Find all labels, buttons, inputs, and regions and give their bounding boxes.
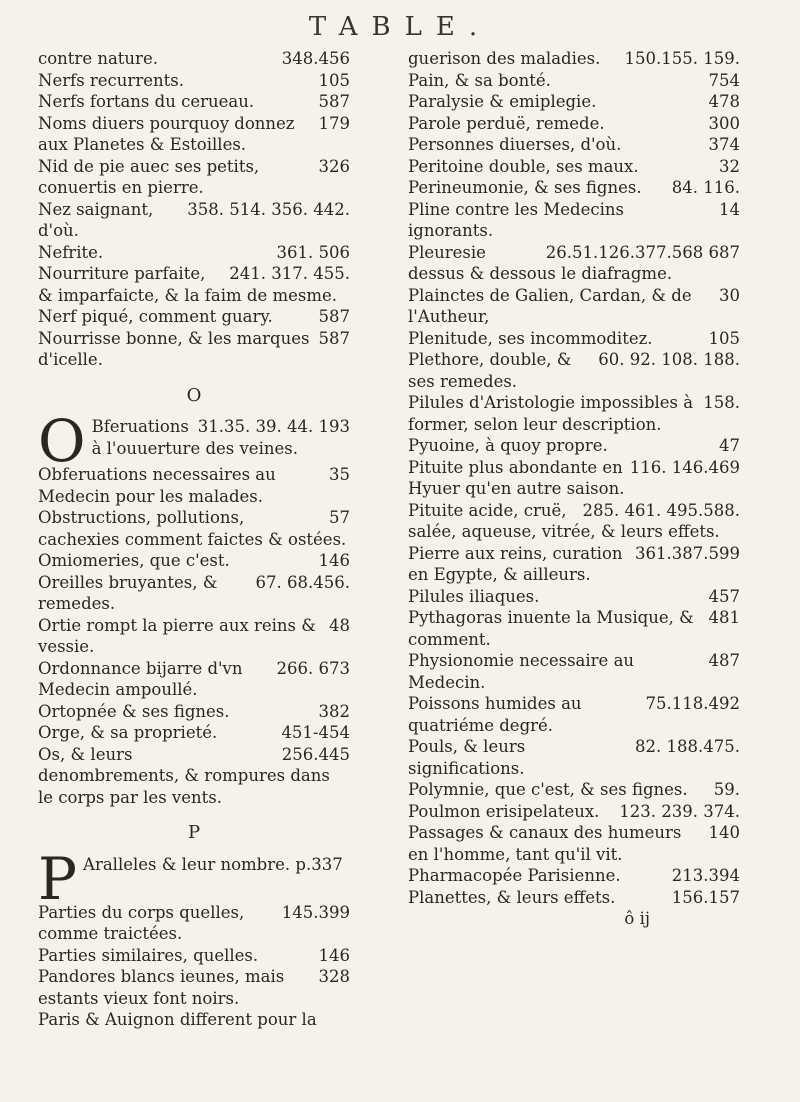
index-entry: [38, 615, 350, 658]
entry-text: Pleuresie dessus & dessous le diafragme.: [408, 242, 673, 283]
entry-text: Os, & leurs denombrements, & rompures dans le corps par les vents.: [38, 744, 330, 807]
entry-text: contre nature.: [38, 49, 158, 68]
entry-page-ref: 67. 68.456.: [255, 572, 350, 592]
entry-page-ref: 358. 514. 356. 442.: [187, 199, 350, 219]
left-column: [38, 48, 350, 1031]
entry-text: Peritoine double, ses maux.: [408, 156, 639, 176]
entry-text: Pouls, & leurs significations.: [408, 737, 526, 778]
dropcap-p: P: [38, 844, 78, 913]
entry-page-ref: 179: [318, 113, 350, 133]
entry-text: Perineumonie, & ses fignes.: [408, 178, 642, 197]
index-entry: [408, 435, 740, 457]
entry-page-ref: 300: [708, 113, 740, 133]
entry-text: Orge, & sa proprieté.: [38, 723, 218, 742]
entry-text: Nez saignant, d'où.: [38, 199, 154, 240]
index-entry: [408, 779, 740, 801]
entry-text: Pituite plus abondante en Hyuer qu'en autre saison.: [408, 457, 625, 498]
index-entry: [408, 242, 740, 285]
entry-text: Pyuoine, à quoy propre.: [408, 436, 608, 455]
entry-text: Parties du corps quelles, comme traictées.: [38, 902, 245, 943]
entry-page-ref: 158.: [703, 393, 740, 412]
entry-text: Pandores blancs ieunes, mais estants vieux font noirs.: [38, 967, 285, 1008]
entry-text: Physionomie necessaire au Medecin.: [408, 651, 635, 692]
entry-text: Pline contre les Medecins ignorants.: [408, 199, 624, 240]
index-entry: [408, 328, 740, 350]
entry-text: Plethore, double, & ses remedes.: [408, 350, 572, 391]
entry-text: Oreilles bruyantes, & remedes.: [38, 572, 218, 613]
index-entry: [408, 177, 740, 199]
index-entry: [38, 966, 350, 1009]
entry-text: Noms diuers pourquoy donnez aux Planetes & Estoilles.: [38, 113, 295, 154]
entry-page-ref: 84. 116.: [671, 178, 740, 197]
index-entry: [408, 543, 740, 586]
entry-page-ref: 105: [708, 328, 740, 348]
index-entry: [408, 801, 740, 823]
index-entry: [38, 550, 350, 572]
index-entry: [408, 736, 740, 779]
entry-page-ref: 26.51.126.377.568 687: [545, 242, 740, 262]
entry-page-ref: 478: [708, 92, 740, 111]
index-entry: [408, 48, 740, 70]
entry-text: Poissons humides au quatriéme degré.: [408, 694, 582, 735]
entry-text: Nourriture parfaite, & imparfaicte, & la faim de mesme.: [38, 264, 337, 305]
entry-text: Pilules iliaques.: [408, 586, 540, 606]
entry-page-ref: 48: [329, 615, 350, 635]
entry-page-ref: 487: [708, 651, 740, 670]
entry-page-ref: 59.: [713, 780, 740, 799]
entry-page-ref: 587: [318, 307, 350, 326]
entry-text: Omiomeries, que c'est.: [38, 551, 230, 570]
entry-page-ref: 241. 317. 455.: [229, 264, 350, 283]
entry-text: Bferuations à l'ouuerture des veines.: [91, 417, 298, 458]
index-entry: [38, 945, 350, 967]
entry-page-ref: 451-454: [281, 723, 350, 742]
entry-text: Plenitude, ses incommoditez.: [408, 328, 653, 348]
entry-page-ref: 213.394: [671, 866, 740, 885]
entry-page-ref: 35: [329, 465, 350, 484]
entry-text: Nerfs recurrents.: [38, 70, 184, 90]
index-entry: [408, 607, 740, 650]
entry-page-ref: 116. 146.469: [629, 457, 740, 477]
entry-text: Personnes diuerses, d'où.: [408, 135, 622, 154]
entry-page-ref: 31.35. 39. 44. 193: [197, 417, 350, 436]
entry-page-ref: 146: [318, 945, 350, 965]
index-entry: [38, 1009, 350, 1031]
index-entry: [38, 91, 350, 113]
index-entry: [38, 407, 350, 475]
entry-text: Pythagoras inuente la Musique, & comment.: [408, 608, 694, 649]
index-entry: [408, 392, 740, 435]
entry-page-ref: 123. 239. 374.: [619, 801, 740, 821]
entry-page-ref: 326: [318, 156, 350, 176]
entry-page-ref: 140: [708, 823, 740, 842]
entry-text: Obstructions, pollutions, cachexies comment faictes & ostées.: [38, 508, 347, 549]
index-entry: [408, 134, 740, 156]
index-entry: [38, 572, 350, 615]
entry-page-ref: 754: [708, 70, 740, 90]
entry-text: Poulmon erisipelateux.: [408, 801, 600, 821]
index-entry: [408, 500, 740, 543]
index-entry: [38, 156, 350, 199]
section-letter-p: P: [187, 822, 201, 843]
entry-page-ref: 146: [318, 551, 350, 570]
entry-page-ref: 57: [329, 508, 350, 527]
entry-text: Nid de pie auec ses petits, conuertis en pierre.: [38, 156, 260, 197]
entry-page-ref: 328: [318, 967, 350, 986]
entry-text: Nourrisse bonne, & les marques d'icelle.: [38, 328, 310, 369]
entry-page-ref: 457: [708, 586, 740, 606]
entry-text: Pilules d'Aristologie impossibles à former, selon leur description.: [408, 393, 694, 434]
entry-text: Nerfs fortans du cerueau.: [38, 92, 255, 111]
entry-text: Polymnie, que c'est, & ses fignes.: [408, 780, 688, 799]
entry-text: Nefrite.: [38, 242, 104, 262]
index-entry: [408, 822, 740, 865]
index-entry: [408, 113, 740, 135]
entry-text: Pharmacopée Parisienne.: [408, 866, 621, 885]
index-entry: [38, 722, 350, 744]
index-entry: [38, 658, 350, 701]
entry-page-ref: 32: [719, 156, 740, 176]
entry-text: guerison des maladies.: [408, 49, 601, 68]
entry-text: Pituite acide, cruë, salée, aqueuse, vitrée, & leurs effets.: [408, 500, 720, 541]
entry-text: Pain, & sa bonté.: [408, 70, 551, 90]
entry-text: Paralysie & emiplegie.: [408, 92, 597, 111]
index-entry: [408, 693, 740, 736]
entry-text: Nerf piqué, comment guary.: [38, 307, 273, 326]
entry-page-ref: 382: [318, 701, 350, 721]
entry-page-ref: 481: [708, 608, 740, 627]
page-header: TABLE.: [308, 12, 492, 42]
index-entry: [38, 199, 350, 242]
entry-page-ref: 145.399: [281, 902, 350, 922]
right-column: [408, 48, 740, 930]
index-entry: [38, 902, 350, 945]
section-letter-o: O: [186, 384, 202, 406]
index-entry: [408, 349, 740, 392]
entry-page-ref: 587: [318, 92, 350, 111]
entry-page-ref: 374: [708, 135, 740, 154]
page-signature: ô ij: [624, 909, 650, 928]
index-entry: [408, 865, 740, 887]
index-entry: [38, 306, 350, 328]
index-entry: [408, 285, 740, 328]
entry-text: Planettes, & leurs effets.: [408, 887, 616, 907]
entry-page-ref: 285. 461. 495.588.: [582, 500, 740, 520]
entry-page-ref: 150.155. 159.: [624, 49, 740, 68]
entry-page-ref: 14: [719, 199, 740, 219]
index-entry: [38, 48, 350, 70]
index-entry: [38, 263, 350, 306]
entry-text: Ortopnée & ses fignes.: [38, 701, 230, 721]
entry-page-ref: 105: [318, 70, 350, 90]
index-entry: [408, 457, 740, 500]
entry-page-ref: 156.157: [671, 887, 740, 907]
index-entry: [408, 199, 740, 242]
index-entry: [38, 328, 350, 371]
index-entry: [38, 242, 350, 264]
index-entry: [408, 586, 740, 608]
index-entry: [408, 887, 740, 909]
entry-page-ref: 256.445: [281, 744, 350, 764]
entry-page-ref: 75.118.492: [645, 694, 740, 713]
entry-text: Paris & Auignon different pour la: [38, 1010, 317, 1029]
entry-text: Parties similaires, quelles.: [38, 945, 259, 965]
entry-page-ref: 361. 506: [276, 242, 350, 262]
index-entry: [38, 744, 350, 809]
dropcap-o: O: [38, 407, 86, 475]
entry-page-ref: 47: [719, 436, 740, 455]
entry-text: Plainctes de Galien, Cardan, & de l'Autheur,: [408, 285, 692, 326]
entry-text: Aralleles & leur nombre. p.337: [83, 854, 343, 874]
index-entry: [38, 507, 350, 550]
entry-text: Ordonnance bijarre d'vn Medecin ampoullé.: [38, 658, 243, 699]
entry-page-ref: 266. 673: [276, 658, 350, 678]
entry-page-ref: 348.456: [281, 49, 350, 68]
entry-text: Passages & canaux des humeurs en l'homme, tant qu'il vit.: [408, 823, 682, 864]
entry-page-ref: 361.387.599: [635, 543, 740, 563]
entry-page-ref: 60. 92. 108. 188.: [598, 350, 740, 369]
index-entry: [408, 70, 740, 92]
entry-page-ref: 82. 188.475.: [635, 737, 740, 756]
index-entry: [38, 113, 350, 156]
entry-text: Obferuations necessaires au Medecin pour les malades.: [38, 465, 276, 506]
index-entry: [38, 70, 350, 92]
entry-text: Pierre aux reins, curation en Egypte, & ailleurs.: [408, 543, 623, 584]
entry-page-ref: 587: [318, 328, 350, 348]
entry-text: Parole perduë, remede.: [408, 113, 605, 133]
index-entry: [408, 91, 740, 113]
index-entry: [408, 650, 740, 693]
entry-page-ref: 30: [719, 285, 740, 305]
entry-text: Ortie rompt la pierre aux reins & vessie.: [38, 615, 316, 656]
index-entry: [408, 156, 740, 178]
index-entry: [38, 464, 350, 507]
index-entry: [38, 701, 350, 723]
